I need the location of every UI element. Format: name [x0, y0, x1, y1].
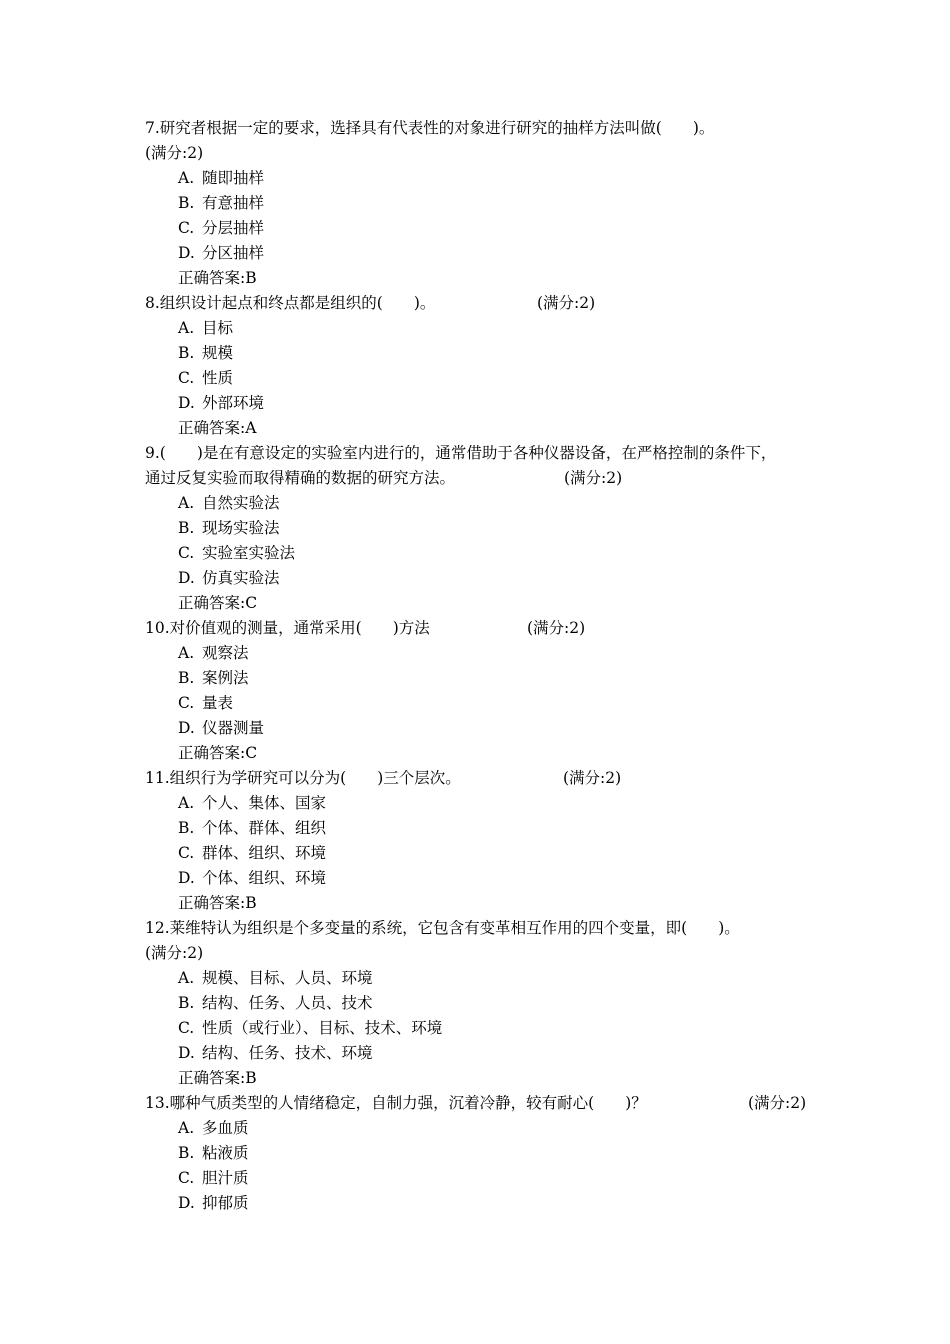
- question-12-option-a: A. 规模、目标、人员、环境: [178, 969, 373, 987]
- question-7-line-2: (满分:2): [145, 144, 204, 162]
- question-8-option-a: A. 目标: [178, 319, 234, 337]
- question-8-option-b: B. 规模: [178, 344, 234, 362]
- question-11-line-1: 11.组织行为学研究可以分为( )三个层次。: [145, 769, 461, 787]
- question-9-option-b: B. 现场实验法: [178, 519, 280, 537]
- question-8-option-c: C. 性质: [178, 369, 234, 387]
- question-7-option-a: A. 随即抽样: [178, 169, 265, 187]
- question-7-line-1: 7.研究者根据一定的要求，选择具有代表性的对象进行研究的抽样方法叫做( )。: [145, 119, 715, 137]
- question-12-line-2: (满分:2): [145, 944, 204, 962]
- question-7-option-d: D. 分区抽样: [178, 244, 265, 262]
- question-13-line-1: 13.哪种气质类型的人情绪稳定，自制力强，沉着冷静，较有耐心( )？: [145, 1094, 647, 1112]
- question-11-option-b: B. 个体、群体、组织: [178, 819, 327, 837]
- question-9-answer: 正确答案:C: [178, 594, 258, 612]
- question-10-answer: 正确答案:C: [178, 744, 258, 762]
- question-11-score: (满分:2): [563, 769, 622, 787]
- question-11-answer: 正确答案:B: [178, 894, 257, 912]
- question-13-option-c: C. 胆汁质: [178, 1169, 249, 1187]
- question-7-option-c: C. 分层抽样: [178, 219, 265, 237]
- question-9-option-d: D. 仿真实验法: [178, 569, 280, 587]
- question-11-option-a: A. 个人、集体、国家: [178, 794, 327, 812]
- question-9-line-2: 通过反复实验而取得精确的数据的研究方法。: [145, 469, 456, 487]
- question-10-option-d: D. 仪器测量: [178, 719, 265, 737]
- question-8-answer: 正确答案:A: [178, 419, 257, 437]
- question-10-option-a: A. 观察法: [178, 644, 249, 662]
- question-13-score: (满分:2): [748, 1094, 807, 1112]
- question-12-option-c: C. 性质（或行业）、目标、技术、环境: [178, 1019, 443, 1037]
- question-10-line-1: 10.对价值观的测量，通常采用( )方法: [145, 619, 430, 637]
- question-11-option-c: C. 群体、组织、环境: [178, 844, 327, 862]
- question-10-option-b: B. 案例法: [178, 669, 249, 687]
- question-12-option-b: B. 结构、任务、人员、技术: [178, 994, 373, 1012]
- question-12-answer: 正确答案:B: [178, 1069, 257, 1087]
- question-9-option-c: C. 实验室实验法: [178, 544, 296, 562]
- question-8-line-1: 8.组织设计起点和终点都是组织的( )。: [145, 294, 436, 312]
- question-9-score: (满分:2): [564, 469, 623, 487]
- question-13-option-d: D. 抑郁质: [178, 1194, 249, 1212]
- question-8-score: (满分:2): [537, 294, 596, 312]
- question-12-line-1: 12.莱维特认为组织是个多变量的系统，它包含有变革相互作用的四个变量，即( )。: [145, 919, 740, 937]
- question-11-option-d: D. 个体、组织、环境: [178, 869, 327, 887]
- question-9-line-1: 9.( )是在有意设定的实验室内进行的，通常借助于各种仪器设备，在严格控制的条件下，: [145, 444, 777, 462]
- question-13-option-a: A. 多血质: [178, 1119, 249, 1137]
- question-10-option-c: C. 量表: [178, 694, 234, 712]
- question-9-option-a: A. 自然实验法: [178, 494, 280, 512]
- question-10-score: (满分:2): [527, 619, 586, 637]
- question-8-option-d: D. 外部环境: [178, 394, 265, 412]
- question-7-option-b: B. 有意抽样: [178, 194, 265, 212]
- question-12-option-d: D. 结构、任务、技术、环境: [178, 1044, 373, 1062]
- question-13-option-b: B. 粘液质: [178, 1144, 249, 1162]
- question-7-answer: 正确答案:B: [178, 269, 257, 287]
